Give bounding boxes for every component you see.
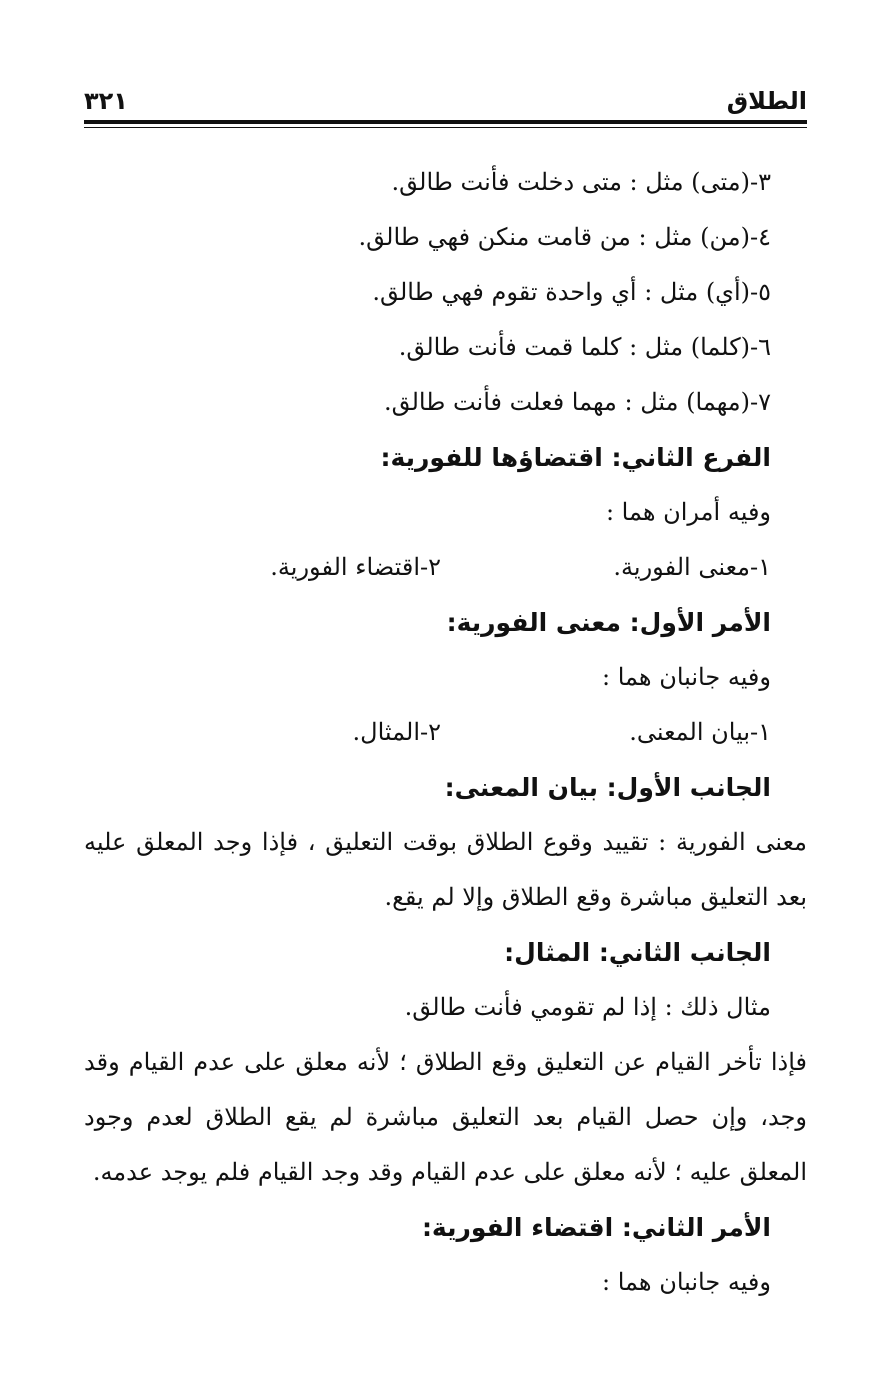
- page-body: [84, 155, 807, 1310]
- list-item: ٥-(أي) مثل : أي واحدة تقوم فهي طالق.: [372, 278, 771, 306]
- section-heading: الأمر الثاني: اقتضاء الفورية:: [421, 1213, 771, 1242]
- list-item: ٣-(متى) مثل : متى دخلت فأنت طالق.: [391, 168, 771, 196]
- list-item: ١-بيان المعنى.: [629, 718, 771, 746]
- section-heading: الفرع الثاني: اقتضاؤها للفورية:: [380, 443, 771, 472]
- page-number: ٣٢١: [84, 87, 128, 115]
- section-heading: الأمر الأول: معنى الفورية:: [446, 608, 771, 637]
- example-text: مثال ذلك : إذا لم تقومي فأنت طالق.: [404, 993, 771, 1021]
- two-item-list: [84, 540, 807, 595]
- intro-text: وفيه أمران هما :: [605, 498, 771, 526]
- header-rule-thin: [84, 127, 807, 128]
- list-item: ٢-المثال.: [352, 718, 441, 746]
- paragraph: فإذا تأخر القيام عن التعليق وقع الطلاق ؛ لأنه معلق على عدم القيام وقد وجد، وإن حصل القيام بعد التعليق مباشرة لم يقع الطلاق لعدم وجود المعلق عليه ؛ لأنه معلق على عدم القيام وقد وجد القيام فلم يوجد عدمه.: [84, 1048, 807, 1186]
- list-item: ٦-(كلما) مثل : كلما قمت فأنت طالق.: [398, 333, 771, 361]
- intro-text: وفيه جانبان هما :: [602, 1268, 771, 1296]
- list-item: ٢-اقتضاء الفورية.: [270, 553, 441, 581]
- running-title: الطلاق: [726, 87, 807, 115]
- two-item-list: [84, 705, 807, 760]
- list-item: ٤-(من) مثل : من قامت منكن فهي طالق.: [358, 223, 771, 251]
- list-item: ٧-(مهما) مثل : مهما فعلت فأنت طالق.: [383, 388, 771, 416]
- intro-text: وفيه جانبان هما :: [602, 663, 771, 691]
- list-item: ١-معنى الفورية.: [613, 553, 771, 581]
- section-heading: الجانب الثاني: المثال:: [504, 938, 771, 967]
- header-rule-thick: [84, 120, 807, 124]
- paragraph: معنى الفورية : تقييد وقوع الطلاق بوقت التعليق ، فإذا وجد المعلق عليه بعد التعليق مباشرة وقع الطلاق وإلا لم يقع.: [84, 828, 807, 911]
- section-heading: الجانب الأول: بيان المعنى:: [444, 773, 771, 802]
